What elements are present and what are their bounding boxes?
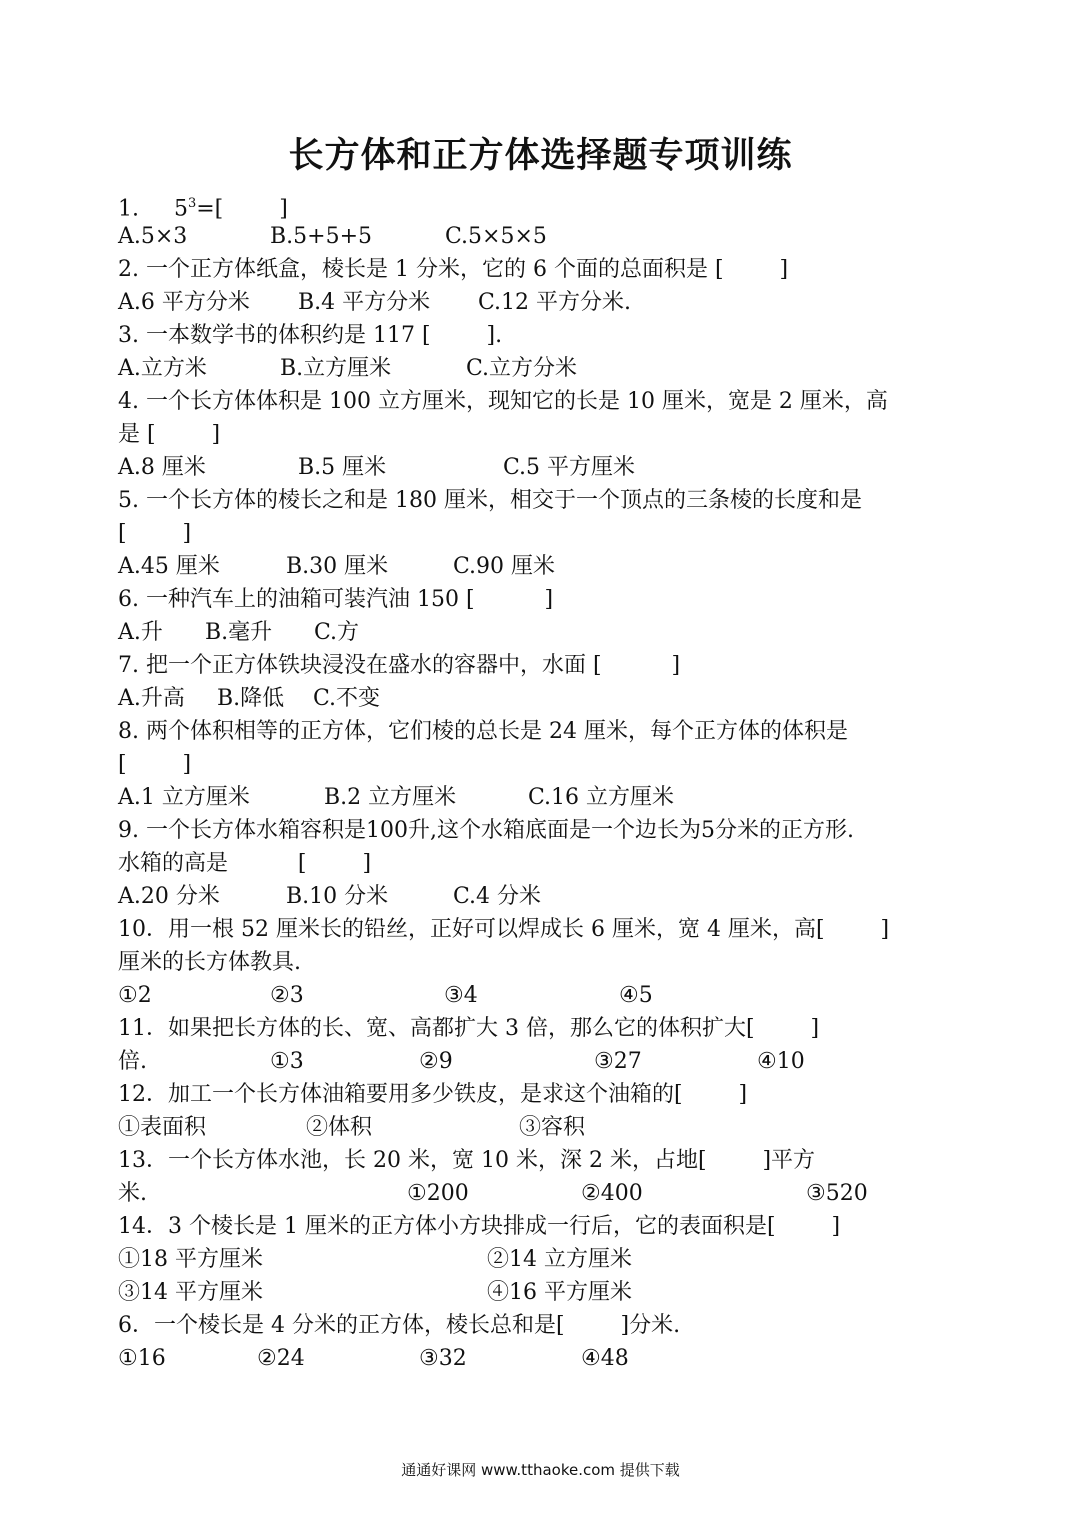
q5-option-c: C.90 厘米 xyxy=(453,554,556,579)
q11-option-3: ③27 xyxy=(594,1049,642,1074)
q4-option-b: B.5 厘米 xyxy=(298,455,387,480)
q9-option-c: C.4 分米 xyxy=(453,884,542,909)
q2-option-a: A.6 平方分米 xyxy=(118,290,250,315)
q6-option-b: B.毫升 xyxy=(205,620,273,645)
question-10-line-2: 厘米的长方体教具. xyxy=(118,950,301,975)
q12-option-3: ③容积 xyxy=(519,1115,586,1140)
question-8-line-1: 8. 两个体积相等的正方体，它们棱的总长是 24 厘米，每个正方体的体积是 xyxy=(118,719,848,744)
question-11-line-2: 倍. xyxy=(118,1049,147,1074)
q14-option-3: ③14 平方厘米 xyxy=(118,1280,263,1305)
q1-base: 5 xyxy=(173,196,188,222)
question-5-line-2: [ ] xyxy=(118,521,192,546)
q4-option-a: A.8 厘米 xyxy=(118,455,206,480)
q1-number: 1. xyxy=(118,196,139,222)
question-9-line-2: 水箱的高是 [ ] xyxy=(118,851,372,876)
q13-option-2: ②400 xyxy=(581,1181,643,1206)
page-title: 长方体和正方体选择题专项训练 xyxy=(288,135,793,176)
q7-option-a: A.升高 xyxy=(118,686,185,711)
q2-option-b: B.4 平方分米 xyxy=(298,290,431,315)
q12-option-1: ①表面积 xyxy=(118,1115,207,1140)
q1-exponent: 3 xyxy=(187,196,197,211)
q12-option-2: ②体积 xyxy=(306,1115,373,1140)
q14-option-1: ①18 平方厘米 xyxy=(118,1247,263,1272)
question-14: 14．3 个棱长是 1 厘米的正方体小方块排成一行后，它的表面积是[ ] xyxy=(118,1214,841,1239)
q14-option-4: ④16 平方厘米 xyxy=(487,1280,632,1305)
question-1 xyxy=(118,190,288,223)
question-2: 2. 一个正方体纸盒，棱长是 1 分米，它的 6 个面的总面积是 [ ] xyxy=(118,257,789,282)
q1-bracket: =[ ] xyxy=(196,196,288,222)
q15-option-3: ③32 xyxy=(419,1346,467,1371)
q1-option-b: B.5+5+5 xyxy=(270,224,373,249)
q3-option-a: A.立方米 xyxy=(118,356,207,381)
page-footer: 通通好课网 www.tthaoke.com 提供下载 xyxy=(401,1461,680,1479)
q3-option-c: C.立方分米 xyxy=(466,356,578,381)
q6-option-c: C.方 xyxy=(314,620,360,645)
q14-option-2: ②14 立方厘米 xyxy=(487,1247,632,1272)
q11-option-4: ④10 xyxy=(757,1049,805,1074)
q7-option-b: B.降低 xyxy=(217,686,285,711)
question-13-line-1: 13．一个长方体水池，长 20 米，宽 10 米，深 2 米，占地[ ]平方 xyxy=(118,1148,816,1173)
q13-option-3: ③520 xyxy=(806,1181,868,1206)
q8-option-c: C.16 立方厘米 xyxy=(528,785,675,810)
q2-option-c: C.12 平方分米. xyxy=(478,290,632,315)
q15-option-1: ①16 xyxy=(118,1346,166,1371)
question-13-line-2: 米. xyxy=(118,1181,147,1206)
q3-option-b: B.立方厘米 xyxy=(280,356,392,381)
q4-option-c: C.5 平方厘米 xyxy=(503,455,636,480)
question-4-line-2: 是 [ ] xyxy=(118,422,221,447)
q11-option-2: ②9 xyxy=(419,1049,453,1074)
q1-option-a: A.5×3 xyxy=(118,224,188,249)
q15-option-4: ④48 xyxy=(581,1346,629,1371)
question-5-line-1: 5. 一个长方体的棱长之和是 180 厘米，相交于一个顶点的三条棱的长度和是 xyxy=(118,488,862,513)
q9-option-a: A.20 分米 xyxy=(118,884,220,909)
question-6: 6. 一种汽车上的油箱可装汽油 150 [ ] xyxy=(118,587,554,612)
q11-option-1: ①3 xyxy=(270,1049,304,1074)
question-15: 6．一个棱长是 4 分米的正方体，棱长总和是[ ]分米. xyxy=(118,1313,681,1338)
q10-option-3: ③4 xyxy=(444,983,478,1008)
q5-option-a: A.45 厘米 xyxy=(118,554,220,579)
question-4-line-1: 4. 一个长方体体积是 100 立方厘米，现知它的长是 10 厘米，宽是 2 厘米，高 xyxy=(118,389,888,414)
q10-option-1: ①2 xyxy=(118,983,152,1008)
q1-option-c: C.5×5×5 xyxy=(445,224,547,249)
q13-option-1: ①200 xyxy=(407,1181,469,1206)
question-9-line-1: 9. 一个长方体水箱容积是100升,这个水箱底面是一个边长为5分米的正方形. xyxy=(118,818,854,843)
q7-option-c: C.不变 xyxy=(313,686,381,711)
q10-option-2: ②3 xyxy=(270,983,304,1008)
question-10-line-1: 10．用一根 52 厘米长的铅丝，正好可以焊成长 6 厘米，宽 4 厘米，高[ ] xyxy=(118,917,890,942)
question-11-line-1: 11．如果把长方体的长、宽、高都扩大 3 倍，那么它的体积扩大[ ] xyxy=(118,1016,820,1041)
q8-option-b: B.2 立方厘米 xyxy=(324,785,457,810)
q15-option-2: ②24 xyxy=(257,1346,305,1371)
q6-option-a: A.升 xyxy=(118,620,163,645)
question-12: 12．加工一个长方体油箱要用多少铁皮，是求这个油箱的[ ] xyxy=(118,1082,748,1107)
question-7: 7. 把一个正方体铁块浸没在盛水的容器中，水面 [ ] xyxy=(118,653,681,678)
q9-option-b: B.10 分米 xyxy=(286,884,389,909)
q8-option-a: A.1 立方厘米 xyxy=(118,785,250,810)
question-8-line-2: [ ] xyxy=(118,752,192,777)
q5-option-b: B.30 厘米 xyxy=(286,554,389,579)
q10-option-4: ④5 xyxy=(619,983,653,1008)
question-3: 3. 一本数学书的体积约是 117 [ ]. xyxy=(118,323,503,348)
